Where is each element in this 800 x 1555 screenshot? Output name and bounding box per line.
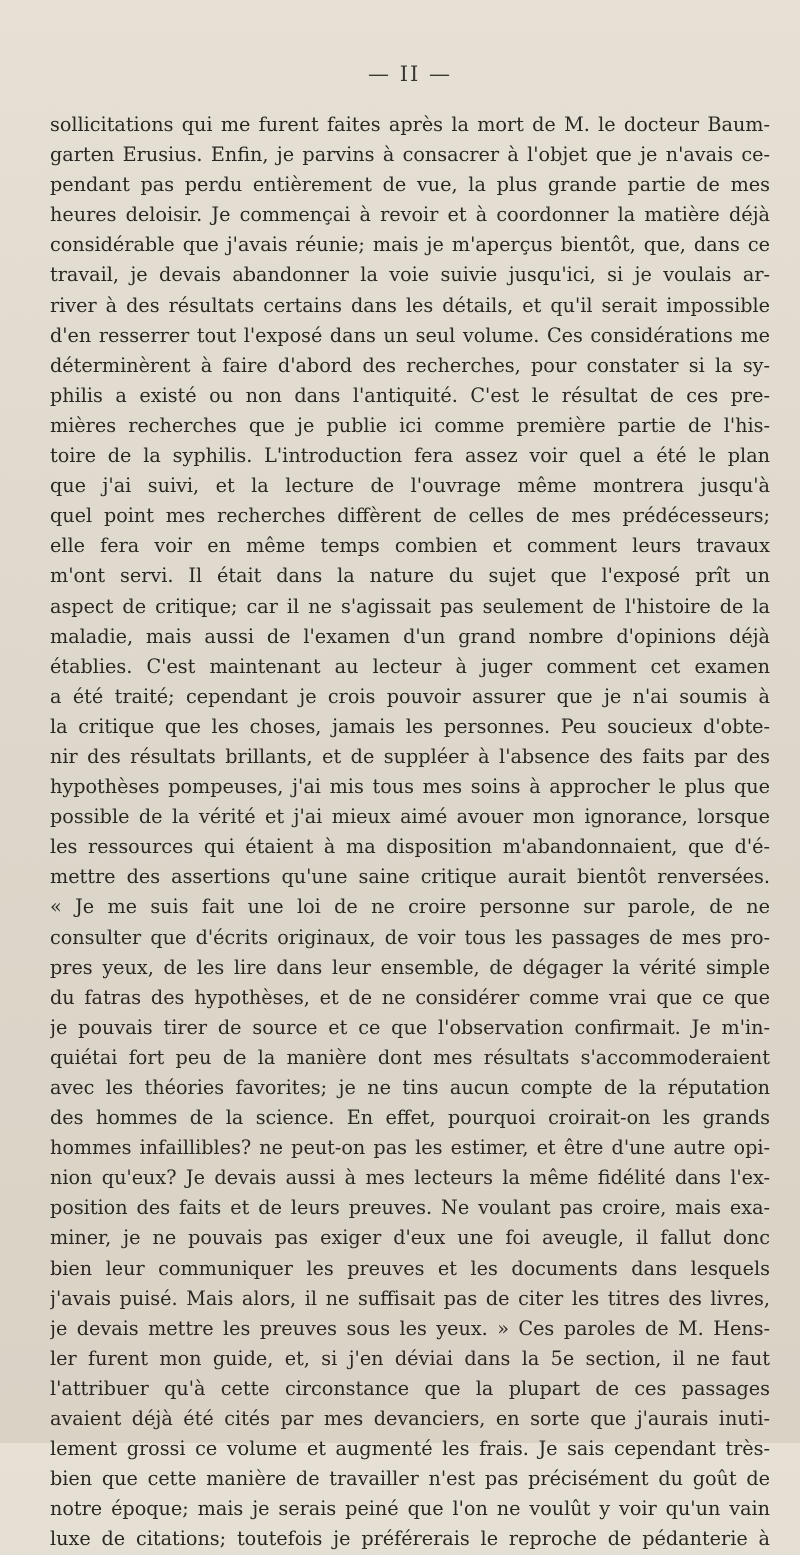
text-line: je devais mettre les preuves sous les yeux. » Ces paroles de M. Hens- bbox=[50, 1316, 770, 1340]
text-line: a été traité; cependant je crois pouvoir assurer que je n'ai soumis à bbox=[50, 684, 770, 708]
text-line: hypothèses pompeuses, j'ai mis tous mes soins à approcher le plus que bbox=[50, 775, 770, 799]
text-line: elle fera voir en même temps combien et comment leurs travaux bbox=[50, 534, 770, 558]
text-line: consulter que d'écrits originaux, de voir tous les passages de mes pro- bbox=[50, 925, 770, 949]
text-line: d'en resserrer tout l'exposé dans un seul volume. Ces considérations me bbox=[50, 323, 770, 347]
text-line: notre époque; mais je serais peiné que l'on ne voulût y voir qu'un vain bbox=[50, 1497, 770, 1521]
text-line: ler furent mon guide, et, si j'en déviai dans la 5e section, il ne faut bbox=[50, 1346, 770, 1370]
text-line: travail, je devais abandonner la voie suivie jusqu'ici, si je voulais ar- bbox=[50, 263, 770, 287]
text-line: considérable que j'avais réunie; mais je m'aperçus bientôt, que, dans ce bbox=[50, 233, 770, 257]
text-line: les ressources qui étaient à ma disposition m'abandonnaient, que d'é- bbox=[50, 835, 770, 859]
text-line: quel point mes recherches diffèrent de celles de mes prédécesseurs; bbox=[50, 504, 770, 528]
text-line: avaient déjà été cités par mes devanciers, en sorte que j'aurais inuti- bbox=[50, 1407, 770, 1431]
text-line: toire de la syphilis. L'introduction fera assez voir quel a été le plan bbox=[50, 444, 770, 468]
page-number-heading: — II — bbox=[368, 62, 452, 86]
text-line: établies. C'est maintenant au lecteur à juger comment cet examen bbox=[50, 654, 770, 678]
text-line: philis a existé ou non dans l'antiquité. C'est le résultat de ces pre- bbox=[50, 383, 770, 407]
text-line: pres yeux, de les lire dans leur ensemble, de dégager la vérité simple bbox=[50, 955, 770, 979]
text-line: aspect de critique; car il ne s'agissait pas seulement de l'histoire de la bbox=[50, 594, 770, 618]
text-line: « Je me suis fait une loi de ne croire personne sur parole, de ne bbox=[50, 895, 770, 919]
text-line: quiétai fort peu de la manière dont mes résultats s'accommoderaient bbox=[50, 1045, 770, 1069]
text-line: luxe de citations; toutefois je préférerais le reproche de pédanterie à bbox=[50, 1527, 770, 1551]
text-line: la critique que les choses, jamais les personnes. Peu soucieux d'obte- bbox=[50, 714, 770, 738]
text-line: m'ont servi. Il était dans la nature du sujet que l'exposé prît un bbox=[50, 564, 770, 588]
text-line: avec les théories favorites; je ne tins aucun compte de la réputation bbox=[50, 1076, 770, 1099]
text-line: bien que cette manière de travailler n'est pas précisément du goût de bbox=[50, 1467, 770, 1491]
text-line: j'avais puisé. Mais alors, il ne suffisait pas de citer les titres des livres, bbox=[50, 1286, 770, 1310]
text-line: pendant pas perdu entièrement de vue, la plus grande partie de mes bbox=[50, 173, 770, 197]
text-line: position des faits et de leurs preuves. Ne voulant pas croire, mais exa- bbox=[50, 1196, 770, 1220]
text-line: nir des résultats brillants, et de suppléer à l'absence des faits par des bbox=[50, 744, 770, 768]
text-line: l'attribuer qu'à cette circonstance que la plupart de ces passages bbox=[50, 1376, 770, 1400]
text-line: river à des résultats certains dans les détails, et qu'il serait impossible bbox=[50, 293, 770, 317]
text-line: je pouvais tirer de source et ce que l'observation confirmait. Je m'in- bbox=[50, 1015, 770, 1039]
text-line: des hommes de la science. En effet, pourquoi croirait-on les grands bbox=[50, 1106, 770, 1130]
text-line: bien leur communiquer les preuves et les documents dans lesquels bbox=[50, 1256, 770, 1280]
text-line: heures deloisir. Je commençai à revoir et à coordonner la matière déjà bbox=[50, 203, 770, 227]
text-line: miner, je ne pouvais pas exiger d'eux une foi aveugle, il fallut donc bbox=[50, 1226, 770, 1250]
text-line: que j'ai suivi, et la lecture de l'ouvrage même montrera jusqu'à bbox=[50, 474, 770, 498]
text-line: possible de la vérité et j'ai mieux aimé avouer mon ignorance, lorsque bbox=[50, 805, 770, 829]
body-text bbox=[50, 110, 770, 1555]
text-line: hommes infaillibles? ne peut-on pas les estimer, et être d'une autre opi- bbox=[50, 1136, 770, 1160]
text-line: mières recherches que je publie ici comme première partie de l'his- bbox=[50, 413, 770, 437]
text-line: sollicitations qui me furent faites après la mort de M. le docteur Baum- bbox=[50, 113, 770, 136]
text-line: maladie, mais aussi de l'examen d'un grand nombre d'opinions déjà bbox=[50, 624, 770, 648]
text-line: du fatras des hypothèses, et de ne considérer comme vrai que ce que bbox=[50, 985, 770, 1009]
text-line: nion qu'eux? Je devais aussi à mes lecteurs la même fidélité dans l'ex- bbox=[50, 1166, 770, 1190]
text-line: lement grossi ce volume et augmenté les frais. Je sais cependant très- bbox=[50, 1437, 770, 1461]
text-line: mettre des assertions qu'une saine critique aurait bientôt renversées. bbox=[50, 865, 770, 889]
text-line: garten Erusius. Enfin, je parvins à consacrer à l'objet que je n'avais ce- bbox=[50, 143, 770, 167]
text-line: déterminèrent à faire d'abord des recherches, pour constater si la sy- bbox=[50, 353, 770, 377]
